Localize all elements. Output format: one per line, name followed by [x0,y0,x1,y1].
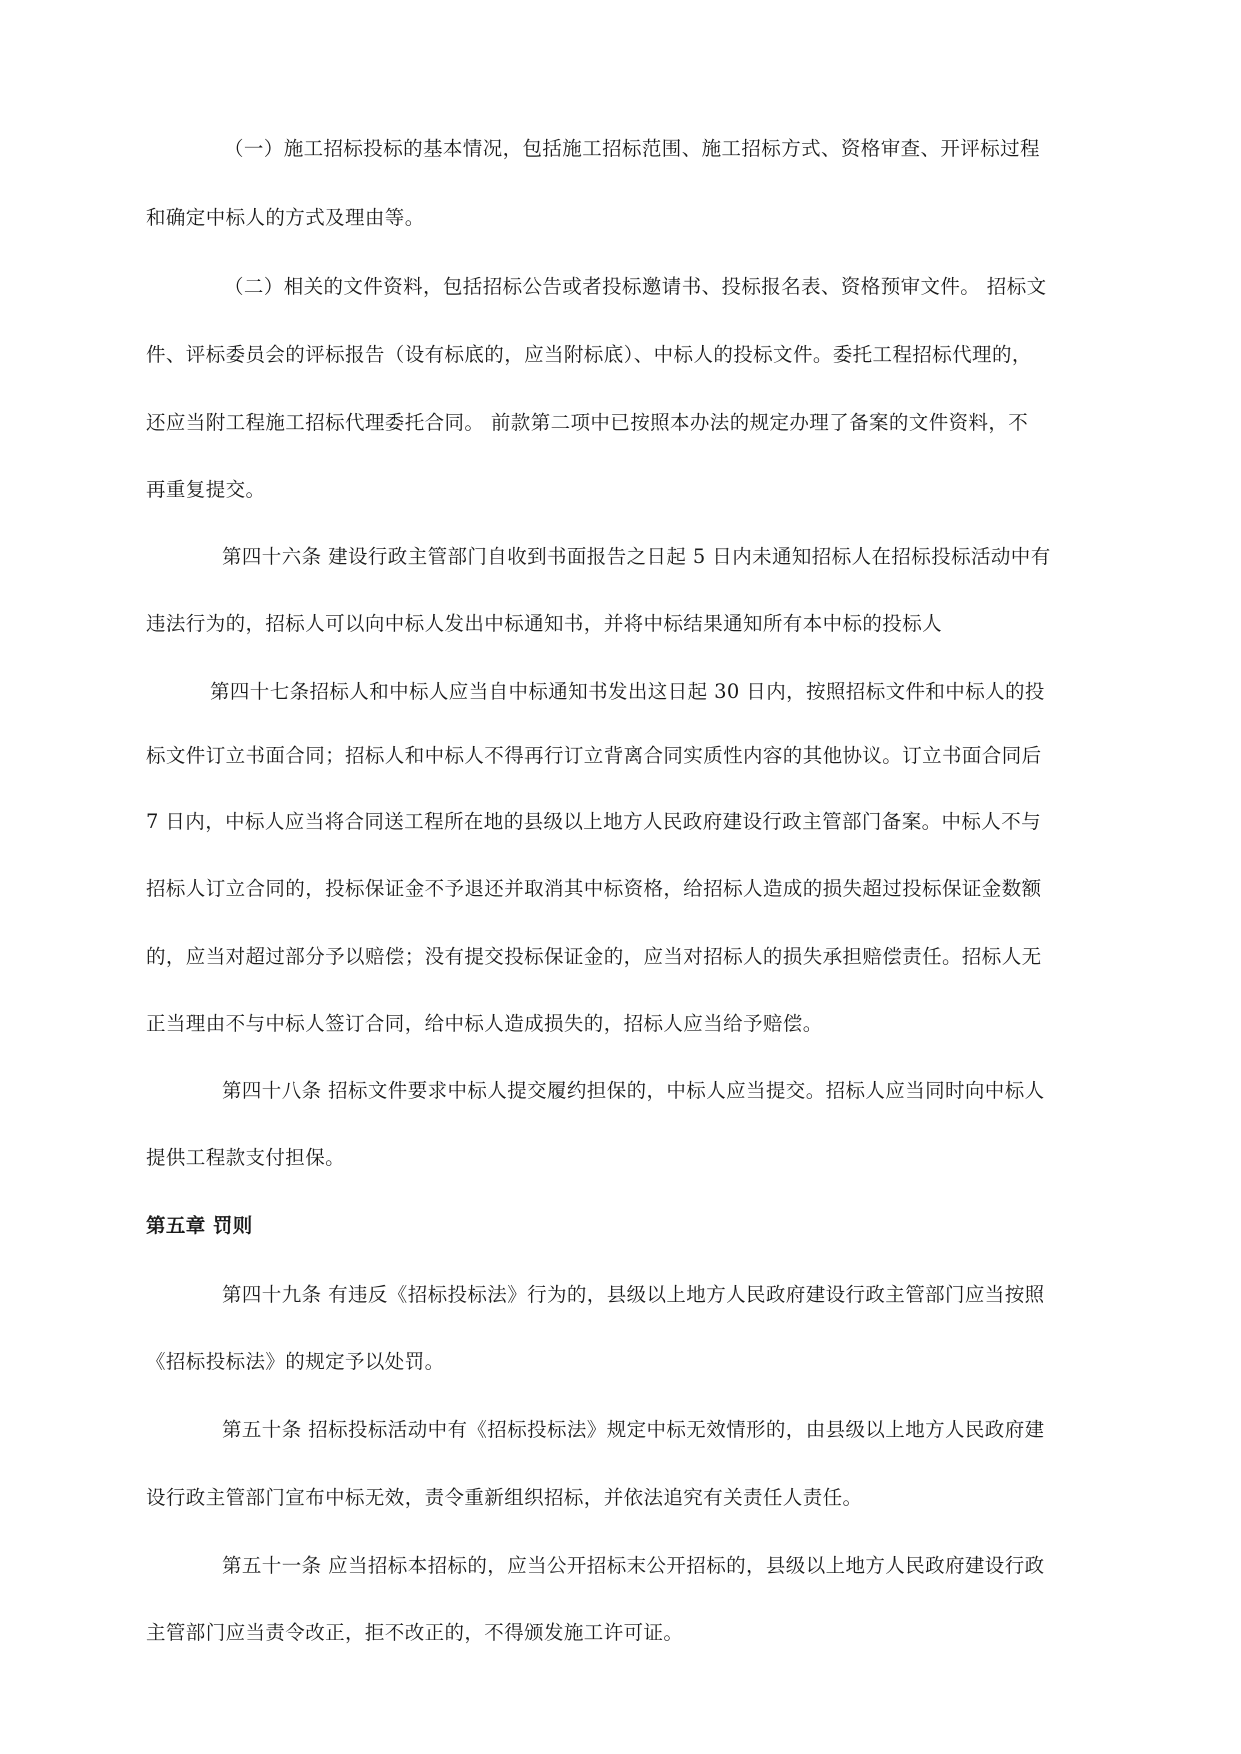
article-50-line: 第五十条 招标投标活动中有《招标投标法》规定中标无效情形的，由县级以上地方人民政府建 [222,1418,1045,1441]
article-48-line: 第四十八条 招标文件要求中标人提交履约担保的，中标人应当提交。招标人应当同时向中标人 [222,1079,1045,1102]
text-line: （一）施工招标投标的基本情况，包括施工招标范围、施工招标方式、资格审查、开评标过程 [224,137,1040,160]
text-line: 设行政主管部门宣布中标无效，责令重新组织招标，并依法追究有关责任人责任。 [146,1486,863,1509]
text-line: 违法行为的，招标人可以向中标人发出中标通知书，并将中标结果通知所有本中标的投标人 [146,612,943,635]
text-line: 招标人订立合同的，投标保证金不予退还并取消其中标资格，给招标人造成的损失超过投标保证金数额 [146,877,1042,900]
article-51-line: 第五十一条 应当招标本招标的，应当公开招标末公开招标的，县级以上地方人民政府建设行政 [222,1554,1045,1577]
text-line: 和确定中标人的方式及理由等。 [146,206,425,229]
text-line: 的，应当对超过部分予以赔偿；没有提交投标保证金的，应当对招标人的损失承担赔偿责任。招标人无 [146,945,1042,968]
article-49-line: 第四十九条 有违反《招标投标法》行为的，县级以上地方人民政府建设行政主管部门应当按照 [222,1283,1045,1306]
text-line: 7 日内，中标人应当将合同送工程所在地的县级以上地方人民政府建设行政主管部门备案。中标人不与 [146,810,1042,833]
text-line: 件、评标委员会的评标报告（设有标底的，应当附标底）、中标人的投标文件。委托工程招标代理的， [146,343,1032,366]
article-46-line: 第四十六条 建设行政主管部门自收到书面报告之日起 5 日内未通知招标人在招标投标活动中有 [222,545,1051,568]
text-line: 《招标投标法》的规定予以处罚。 [146,1350,445,1373]
text-line: 正当理由不与中标人签订合同，给中标人造成损失的，招标人应当给予赔偿。 [146,1012,823,1035]
text-line: 再重复提交。 [146,478,266,501]
text-line: （二）相关的文件资料，包括招标公告或者投标邀请书、投标报名表、资格预审文件。 招标文 [224,275,1047,298]
text-line: 提供工程款支付担保。 [146,1146,346,1169]
text-line: 标文件订立书面合同；招标人和中标人不得再行订立背离合同实质性内容的其他协议。订立书面合同后 [146,744,1042,767]
article-47-line: 第四十七条招标人和中标人应当自中标通知书发出这日起 30 日内，按照招标文件和中标人的投 [210,680,1045,703]
text-line: 还应当附工程施工招标代理委托合同。 前款第二项中已按照本办法的规定办理了备案的文件资料，不 [146,411,1029,434]
text-line: 主管部门应当责令改正，拒不改正的，不得颁发施工许可证。 [146,1621,684,1644]
chapter-heading: 第五章 罚则 [146,1214,253,1237]
